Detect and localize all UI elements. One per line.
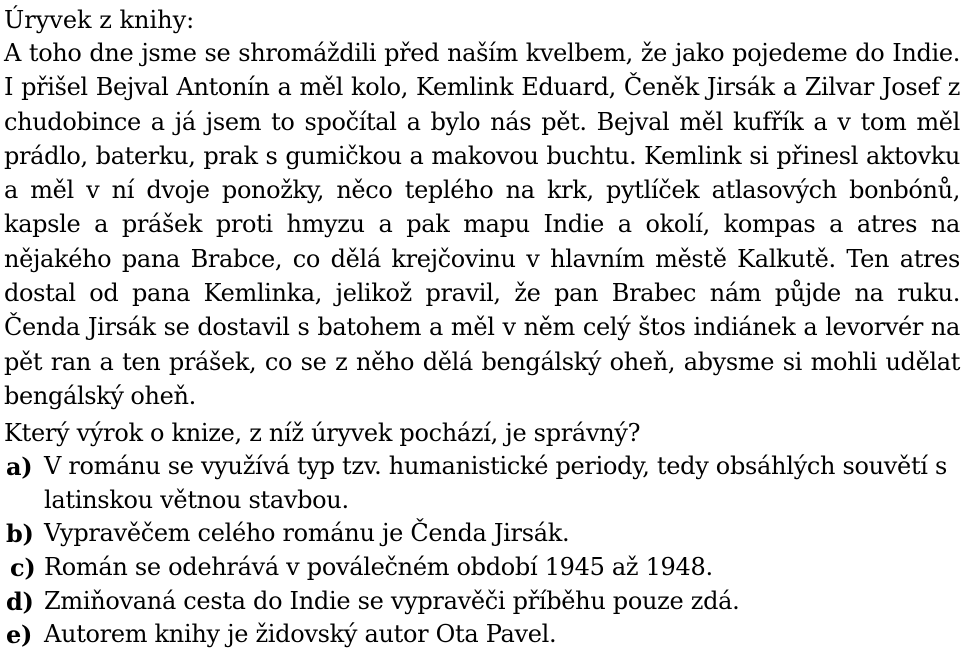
option-letter: d) [6, 586, 34, 616]
option-letter: c) [10, 553, 36, 583]
answer-option-b[interactable] [4, 517, 960, 551]
option-letter: a) [6, 452, 33, 482]
answer-option-a[interactable] [4, 450, 960, 517]
option-text: Zmiňovaná cesta do Indie se vypravěči příběhu pouze zdá. [44, 586, 740, 615]
question-text: Který výrok o knize, z níž úryvek pochází, je správný? [4, 419, 641, 448]
answer-options [4, 450, 960, 652]
option-letter: b) [6, 519, 34, 549]
option-text: Román se odehrává v poválečném období 1945 až 1948. [44, 553, 713, 582]
option-letter: e) [6, 620, 33, 650]
excerpt-text: A toho dne jsme se shromáždili před naším kvelbem, že jako pojedeme do Indie. I přišel Bejval Antonín a měl kolo, Kemlink Eduard, Čeněk Jirsák a Zilvar Josef z chudobince a já jsem to spočítal a bylo nás pět. Bejval měl kufřík a v tom měl prádlo, baterku, prak s gumičkou a makovou buchtu. Kemlink si přinesl aktovku a měl v ní dvoje ponožky, něco teplého na krk, pytlíček atlasových bonbónů, kapsle a prášek proti hmyzu a pak mapu Indie a okolí, kompas a atres na nějakého pana Brabce, co dělá krejčovinu v hlavním městě Kalkutě. Ten atres dostal od pana Kemlinka, jelikož pravil, že pan Brabec nám půjde na ruku. Čenda Jirsák se dostavil s batohem a měl v něm celý štos indiánek a levorvér na pět ran a ten prášek, co se z něho dělá bengálský oheň, abysme si mohli udělat bengálský oheň. [4, 39, 960, 410]
answer-option-d[interactable] [4, 585, 960, 619]
answer-option-c[interactable] [4, 551, 960, 585]
answer-option-e[interactable] [4, 618, 960, 652]
option-text: Autorem knihy je židovský autor Ota Pavel. [44, 620, 557, 649]
excerpt-heading: Úryvek z knihy: [4, 6, 195, 34]
option-text: V románu se využívá typ tzv. humanistické periody, tedy obsáhlých souvětí s latinskou větnou stavbou. [44, 452, 948, 514]
option-text: Vypravěčem celého románu je Čenda Jirsák. [44, 519, 570, 548]
